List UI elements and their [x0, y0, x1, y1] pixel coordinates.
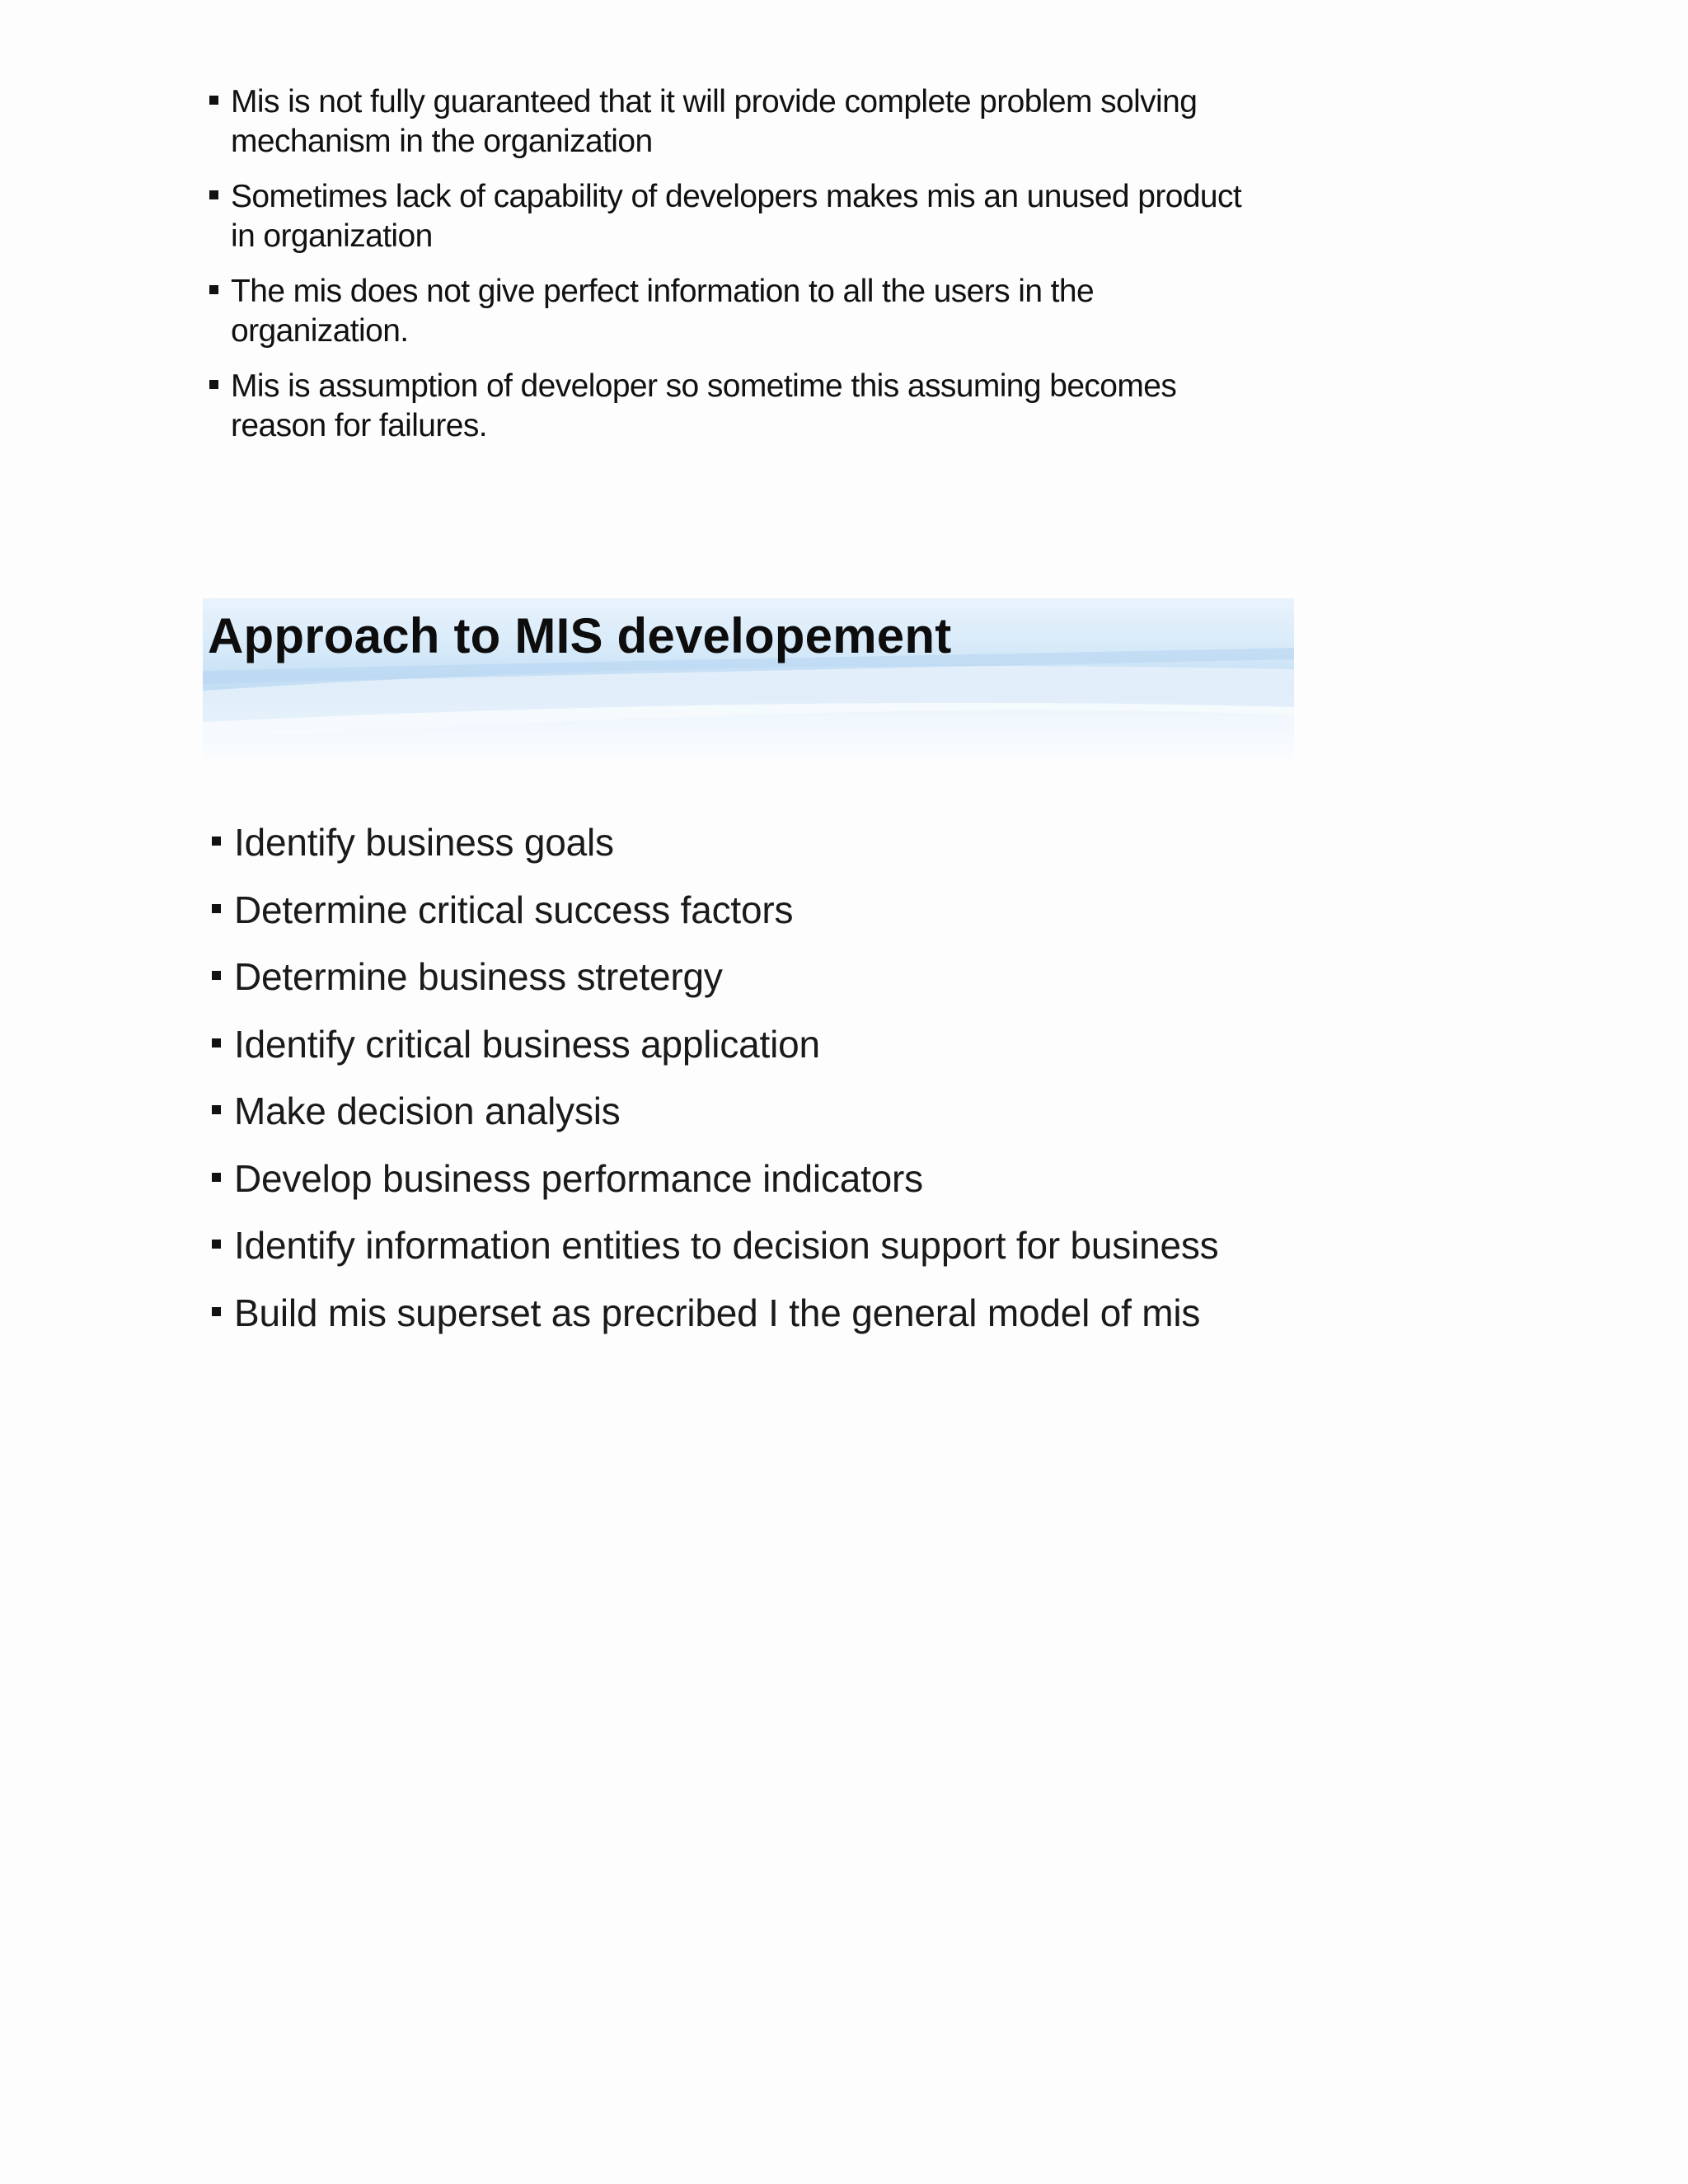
- list-item: [204, 82, 1342, 162]
- bullet-text-line: mechanism in the organization: [231, 124, 653, 159]
- bullet-text-line: Mis is not fully guaranteed that it will provide complete problem solving: [231, 84, 1198, 120]
- square-bullet-icon: [209, 96, 218, 105]
- list-item: [208, 809, 1395, 877]
- square-bullet-icon: [212, 837, 221, 846]
- square-bullet-icon: [212, 1307, 221, 1316]
- bullet-text-line: in organization: [231, 218, 433, 254]
- list-item: [208, 1146, 1395, 1213]
- square-bullet-icon: [212, 1038, 221, 1047]
- list-item: [208, 1011, 1395, 1079]
- section-title-banner: [203, 598, 1294, 763]
- square-bullet-icon: [212, 971, 221, 980]
- limitations-list: [204, 82, 1342, 462]
- square-bullet-icon: [209, 285, 218, 294]
- list-item: [208, 877, 1395, 944]
- section-title: Approach to MIS developement: [208, 608, 952, 663]
- bullet-text-line: organization.: [231, 313, 409, 349]
- bullet-text: Determine critical success factors: [234, 888, 794, 931]
- list-item: [204, 272, 1342, 351]
- list-item: [208, 1280, 1395, 1347]
- bullet-text-line: reason for failures.: [231, 408, 487, 443]
- square-bullet-icon: [212, 904, 221, 913]
- square-bullet-icon: [209, 190, 218, 199]
- list-item: [204, 367, 1342, 446]
- bullet-text-line: Mis is assumption of developer so sometime this assuming becomes: [231, 368, 1177, 404]
- square-bullet-icon: [209, 380, 218, 389]
- list-item: [208, 1212, 1395, 1280]
- square-bullet-icon: [212, 1240, 221, 1249]
- square-bullet-icon: [212, 1105, 221, 1114]
- bullet-text: Identify business goals: [234, 821, 614, 864]
- square-bullet-icon: [212, 1173, 221, 1182]
- list-item: [208, 944, 1395, 1011]
- bullet-text-line: The mis does not give perfect information to all the users in the: [231, 274, 1095, 309]
- bullet-text: Identify information entities to decision support for business: [234, 1224, 1219, 1267]
- bullet-text-line: Sometimes lack of capability of developers makes mis an unused product: [231, 179, 1242, 214]
- list-item: [208, 1078, 1395, 1146]
- list-item: [204, 177, 1342, 256]
- bullet-text: Identify critical business application: [234, 1022, 820, 1066]
- bullet-text: Determine business stretergy: [234, 955, 723, 998]
- bullet-text: Develop business performance indicators: [234, 1156, 923, 1200]
- approach-steps-list: [208, 809, 1395, 1347]
- bullet-text: Build mis superset as precribed I the general model of mis: [234, 1291, 1201, 1334]
- bullet-text: Make decision analysis: [234, 1090, 621, 1132]
